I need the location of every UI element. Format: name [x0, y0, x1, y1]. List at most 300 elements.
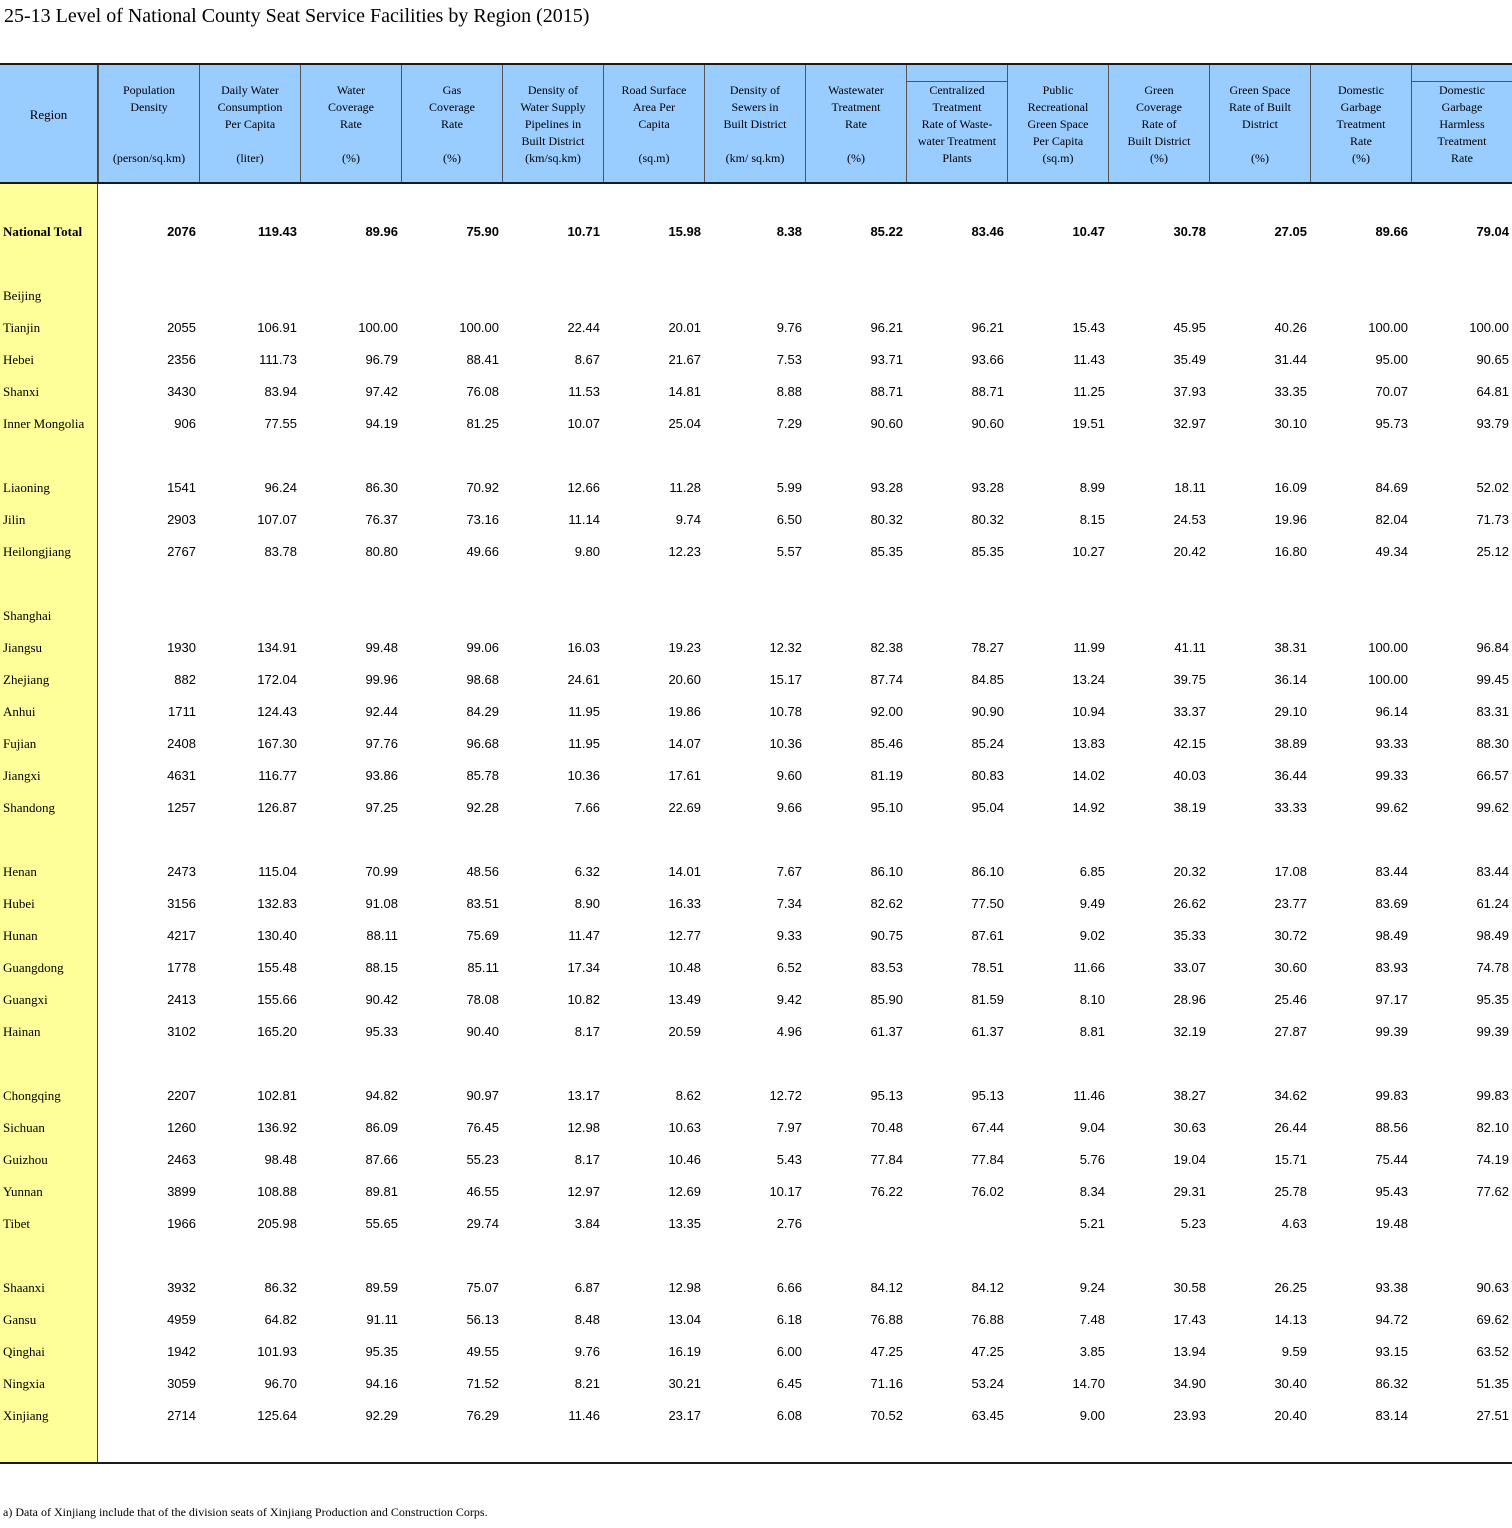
table-cell: 47.25: [870, 1344, 903, 1359]
table-cell: 90.63: [1476, 1280, 1509, 1295]
table-cell: 99.45: [1476, 672, 1509, 687]
table-cell: 70.48: [870, 1120, 903, 1135]
table-row: [0, 1374, 1512, 1394]
table-cell: 78.27: [971, 640, 1004, 655]
table-cell: 18.11: [1174, 480, 1206, 495]
table-cell: 16.33: [668, 896, 701, 911]
table-cell: 95.04: [971, 800, 1004, 815]
table-cell: 85.35: [971, 544, 1004, 559]
column-header-label-line: Harmless: [1439, 117, 1485, 131]
table-row: [0, 1278, 1512, 1298]
column-header-label-line: Daily Water: [221, 83, 279, 97]
region-name: Qinghai: [3, 1344, 45, 1359]
table-cell: 2207: [167, 1088, 196, 1103]
table-cell: 93.66: [971, 352, 1004, 367]
table-cell: 84.12: [971, 1280, 1004, 1295]
column-header-unit: (person/sq.km): [112, 151, 186, 165]
table-cell: 78.51: [971, 960, 1004, 975]
table-cell: 39.75: [1173, 672, 1206, 687]
column-header-unit: (km/ sq.km): [725, 151, 785, 165]
table-row: [0, 638, 1512, 658]
table-cell: 77.84: [870, 1152, 903, 1167]
table-cell: 73.16: [466, 512, 499, 527]
table-cell: 20.40: [1274, 1408, 1307, 1423]
table-cell: 94.19: [365, 416, 398, 431]
table-cell: 17.43: [1173, 1312, 1206, 1327]
column-header-label: [503, 82, 603, 150]
table-cell: 25.78: [1274, 1184, 1307, 1199]
table-cell: 46.55: [466, 1184, 499, 1199]
table-cell: 51.35: [1476, 1376, 1509, 1391]
table-cell: 97.76: [365, 736, 398, 751]
table-cell: 85.11: [467, 960, 499, 975]
table-cell: 1711: [168, 704, 196, 719]
table-cell: 7.34: [776, 896, 802, 911]
column-header-label-line: Per Capita: [224, 117, 276, 131]
table-cell: 55.23: [466, 1152, 499, 1167]
table-cell: 165.20: [257, 1024, 297, 1039]
table-cell: 9.49: [1079, 896, 1105, 911]
table-cell: 4217: [167, 928, 196, 943]
table-cell: 89.96: [365, 224, 398, 239]
column-header-label-line: Sewers in: [731, 100, 779, 114]
table-cell: 2463: [167, 1152, 196, 1167]
region-name: Shandong: [3, 800, 55, 815]
column-header-label-line: Domestic: [1338, 83, 1384, 97]
table-cell: 9.42: [776, 992, 802, 1007]
column-header-label-line: Area Per: [632, 100, 676, 114]
table-cell: 77.55: [264, 416, 297, 431]
table-cell: 100.00: [459, 320, 499, 335]
column-header-label: [1412, 82, 1512, 167]
table-cell: 12.32: [769, 640, 802, 655]
column-header-label-line: Capita: [638, 117, 670, 131]
table-cell: 9.66: [776, 800, 802, 815]
table-cell: 100.00: [1368, 640, 1408, 655]
column-header-label: [1311, 82, 1411, 150]
table-cell: 38.27: [1173, 1088, 1206, 1103]
table-cell: 75.07: [466, 1280, 499, 1295]
table-cell: 10.17: [769, 1184, 802, 1199]
table-cell: 6.18: [776, 1312, 802, 1327]
column-header-label: [200, 82, 300, 133]
table-cell: 11.28: [669, 480, 701, 495]
table-cell: 33.33: [1274, 800, 1307, 815]
region-name: Fujian: [3, 736, 37, 751]
table-cell: 99.83: [1375, 1088, 1408, 1103]
region-name: Tianjin: [3, 320, 41, 335]
column-header-label: [1008, 82, 1108, 150]
table-cell: 9.33: [776, 928, 802, 943]
table-cell: 15.71: [1274, 1152, 1307, 1167]
table-cell: 12.77: [668, 928, 701, 943]
column-header-label-line: Treatment: [1437, 134, 1487, 148]
table-cell: 94.82: [365, 1088, 398, 1103]
region-name: Jilin: [3, 512, 26, 527]
table-cell: 26.44: [1274, 1120, 1307, 1135]
column-header-label-line: Pipelines in: [524, 117, 582, 131]
column-header-label-line: Coverage: [328, 100, 374, 114]
column-header-unit: (%): [1352, 151, 1370, 165]
column-header-label: [402, 82, 502, 133]
column-header-label-line: Green Space: [1027, 117, 1089, 131]
table-cell: 75.90: [466, 224, 499, 239]
column-header-label-line: Density: [130, 100, 168, 114]
table-cell: 9.80: [574, 544, 600, 559]
table-cell: 8.48: [574, 1312, 600, 1327]
region-name: Sichuan: [3, 1120, 45, 1135]
table-cell: 9.76: [776, 320, 802, 335]
column-header-label-line: Built District: [521, 134, 585, 148]
table-cell: 20.42: [1173, 544, 1206, 559]
table-cell: 71.52: [466, 1376, 499, 1391]
table-cell: 5.99: [776, 480, 802, 495]
table-cell: 31.44: [1274, 352, 1307, 367]
table-cell: 48.56: [466, 864, 499, 879]
table-cell: 7.53: [776, 352, 802, 367]
table-cell: 1541: [167, 480, 196, 495]
region-name: Jiangsu: [3, 640, 42, 655]
column-header-label: [1210, 82, 1310, 133]
table-cell: 99.06: [466, 640, 499, 655]
table-cell: 17.34: [567, 960, 600, 975]
table-cell: 11.46: [568, 1408, 600, 1423]
table-cell: 11.43: [1073, 352, 1105, 367]
table-cell: 25.04: [668, 416, 701, 431]
table-cell: 15.43: [1072, 320, 1105, 335]
table-cell: 3.85: [1079, 1344, 1105, 1359]
region-name: Shanxi: [3, 384, 40, 399]
region-name: Hebei: [3, 352, 35, 367]
table-cell: 14.07: [668, 736, 701, 751]
table-cell: 3156: [167, 896, 196, 911]
region-name: Guangdong: [3, 960, 64, 975]
column-header-label-line: Built District: [1127, 134, 1191, 148]
table-cell: 88.30: [1476, 736, 1509, 751]
column-header-label: [301, 82, 401, 133]
region-name: Tibet: [3, 1216, 30, 1231]
table-cell: 49.34: [1375, 544, 1408, 559]
table-cell: 19.96: [1274, 512, 1307, 527]
table-cell: 49.55: [466, 1344, 499, 1359]
table-cell: 38.89: [1274, 736, 1307, 751]
table-cell: 26.25: [1274, 1280, 1307, 1295]
table-row: [0, 766, 1512, 786]
table-cell: 29.31: [1173, 1184, 1206, 1199]
table-cell: 89.66: [1375, 224, 1408, 239]
table-row: [0, 606, 1512, 626]
table-row: [0, 542, 1512, 562]
column-header-label-line: Centralized: [929, 83, 985, 97]
table-cell: 1257: [167, 800, 196, 815]
table-cell: 96.24: [264, 480, 297, 495]
table-cell: 10.36: [567, 768, 600, 783]
table-cell: 71.16: [870, 1376, 903, 1391]
table-cell: 8.81: [1079, 1024, 1105, 1039]
region-name: Gansu: [3, 1312, 37, 1327]
region-name: Liaoning: [3, 480, 50, 495]
table-cell: 66.57: [1476, 768, 1509, 783]
table-cell: 2473: [167, 864, 196, 879]
table-cell: 79.04: [1476, 224, 1509, 239]
table-cell: 22.69: [668, 800, 701, 815]
table-cell: 85.46: [870, 736, 903, 751]
table-cell: 12.98: [668, 1280, 701, 1295]
table-cell: 80.80: [365, 544, 398, 559]
table-cell: 33.37: [1173, 704, 1206, 719]
table-cell: 4.96: [776, 1024, 802, 1039]
table-cell: 95.10: [870, 800, 903, 815]
column-header-label-line: Density of: [527, 83, 579, 97]
table-cell: 98.68: [466, 672, 499, 687]
table-cell: 26.62: [1173, 896, 1206, 911]
column-header-label-line: Green: [1144, 83, 1174, 97]
table-cell: 97.25: [365, 800, 398, 815]
table-cell: 30.10: [1274, 416, 1307, 431]
column-header-label-line: Density of: [729, 83, 781, 97]
table-cell: 93.28: [870, 480, 903, 495]
table-cell: 1930: [167, 640, 196, 655]
table-cell: 6.08: [776, 1408, 802, 1423]
table-cell: 14.02: [1072, 768, 1105, 783]
region-name: Ningxia: [3, 1376, 45, 1391]
table-cell: 136.92: [257, 1120, 297, 1135]
table-cell: 88.71: [870, 384, 903, 399]
table-cell: 2408: [167, 736, 196, 751]
table-cell: 41.11: [1174, 640, 1206, 655]
table-cell: 95.00: [1375, 352, 1408, 367]
table-cell: 100.00: [1368, 672, 1408, 687]
table-cell: 3430: [167, 384, 196, 399]
table-cell: 7.29: [776, 416, 802, 431]
table-cell: 91.08: [365, 896, 398, 911]
table-row: [0, 1214, 1512, 1234]
table-cell: 21.67: [668, 352, 701, 367]
table-cell: 83.14: [1375, 1408, 1408, 1423]
table-cell: 111.73: [259, 352, 297, 367]
column-header: [805, 65, 906, 182]
table-row: [0, 798, 1512, 818]
table-cell: 99.83: [1476, 1088, 1509, 1103]
table-cell: 17.61: [668, 768, 701, 783]
table-cell: 13.49: [668, 992, 701, 1007]
table-cell: 11.95: [568, 704, 600, 719]
table-cell: 13.83: [1072, 736, 1105, 751]
table-cell: 47.25: [971, 1344, 1004, 1359]
column-header-label-line: Garbage: [1340, 100, 1382, 114]
table-row: [0, 350, 1512, 370]
table-cell: 86.32: [264, 1280, 297, 1295]
table-cell: 40.26: [1274, 320, 1307, 335]
table-bottom-rule: [0, 1462, 1512, 1464]
table-cell: 9.00: [1079, 1408, 1105, 1423]
column-header-label-line: Rate: [1451, 151, 1473, 165]
table-cell: 45.95: [1173, 320, 1206, 335]
table-cell: 23.93: [1173, 1408, 1206, 1423]
table-cell: 14.81: [668, 384, 701, 399]
table-cell: 93.28: [971, 480, 1004, 495]
table-cell: 86.09: [365, 1120, 398, 1135]
table-cell: 84.29: [466, 704, 499, 719]
column-header-label-line: Treatment: [932, 100, 982, 114]
table-cell: 83.44: [1476, 864, 1509, 879]
table-row: [0, 958, 1512, 978]
column-header: [502, 65, 603, 182]
table-cell: 24.61: [567, 672, 600, 687]
table-cell: 16.03: [567, 640, 600, 655]
table-cell: 8.38: [776, 224, 802, 239]
table-cell: 96.68: [466, 736, 499, 751]
table-cell: 20.60: [668, 672, 701, 687]
table-cell: 84.69: [1375, 480, 1408, 495]
table-cell: 80.32: [870, 512, 903, 527]
column-header-label-line: Green Space: [1229, 83, 1291, 97]
table-cell: 93.71: [870, 352, 903, 367]
column-header-unit: (%): [342, 151, 360, 165]
table-cell: 30.63: [1173, 1120, 1206, 1135]
table-cell: 33.07: [1173, 960, 1206, 975]
table-cell: 99.39: [1375, 1024, 1408, 1039]
table-cell: 3932: [167, 1280, 196, 1295]
table-cell: 85.90: [870, 992, 903, 1007]
table-cell: 97.42: [365, 384, 398, 399]
table-cell: 69.62: [1476, 1312, 1509, 1327]
table-cell: 25.12: [1476, 544, 1509, 559]
table-cell: 94.72: [1375, 1312, 1408, 1327]
table-cell: 76.88: [971, 1312, 1004, 1327]
table-cell: 10.46: [668, 1152, 701, 1167]
table-cell: 2767: [167, 544, 196, 559]
table-cell: 119.43: [257, 224, 297, 239]
table-cell: 2055: [167, 320, 196, 335]
column-header: [1108, 65, 1209, 182]
column-header-label-line: Rate: [1350, 134, 1372, 148]
table-cell: 99.62: [1476, 800, 1509, 815]
column-header-label: [604, 82, 704, 133]
table-cell: 92.29: [365, 1408, 398, 1423]
table-cell: 61.24: [1476, 896, 1509, 911]
region-name: Anhui: [3, 704, 36, 719]
column-header: [300, 65, 401, 182]
table-cell: 76.37: [365, 512, 398, 527]
table-cell: 87.66: [365, 1152, 398, 1167]
table-cell: 132.83: [257, 896, 297, 911]
column-header: [199, 65, 300, 182]
table-cell: 10.78: [769, 704, 802, 719]
table-cell: 35.33: [1173, 928, 1206, 943]
table-cell: 70.92: [466, 480, 499, 495]
table-cell: 95.43: [1375, 1184, 1408, 1199]
table-cell: 28.96: [1173, 992, 1206, 1007]
table-cell: 34.62: [1274, 1088, 1307, 1103]
column-header-label: [806, 82, 906, 133]
column-header-label-line: Wastewater: [828, 83, 884, 97]
column-header-unit: (sq.m): [1042, 151, 1074, 165]
table-cell: 96.21: [870, 320, 903, 335]
column-header-label-line: Built District: [723, 117, 787, 131]
table-cell: 8.67: [574, 352, 600, 367]
table-cell: 19.48: [1375, 1216, 1408, 1231]
table-cell: 27.05: [1274, 224, 1307, 239]
table-row: [0, 734, 1512, 754]
table-cell: 95.33: [365, 1024, 398, 1039]
table-cell: 6.45: [776, 1376, 802, 1391]
table-cell: 3102: [167, 1024, 196, 1039]
table-cell: 2413: [167, 992, 196, 1007]
table-row: [0, 222, 1512, 242]
table-cell: 95.35: [365, 1344, 398, 1359]
table-row: [0, 1406, 1512, 1426]
page-title: 25-13 Level of National County Seat Service Facilities by Region (2015): [4, 5, 590, 27]
table-cell: 86.10: [870, 864, 903, 879]
column-header-label-line: Gas: [442, 83, 462, 97]
table-cell: 76.02: [971, 1184, 1004, 1199]
table-cell: 38.31: [1274, 640, 1307, 655]
column-header-label-line: Rate: [340, 117, 362, 131]
table-cell: 84.85: [971, 672, 1004, 687]
table-cell: 13.94: [1173, 1344, 1206, 1359]
table-cell: 80.32: [971, 512, 1004, 527]
table-cell: 8.90: [574, 896, 600, 911]
table-cell: 3.84: [574, 1216, 600, 1231]
table-cell: 84.12: [870, 1280, 903, 1295]
table-row: [0, 1310, 1512, 1330]
region-name: Chongqing: [3, 1088, 61, 1103]
table-cell: 6.32: [574, 864, 600, 879]
table-cell: 10.48: [668, 960, 701, 975]
table-cell: 8.21: [574, 1376, 600, 1391]
table-cell: 80.83: [971, 768, 1004, 783]
table-cell: 10.71: [567, 224, 600, 239]
table-row: [0, 318, 1512, 338]
table-cell: 8.10: [1079, 992, 1105, 1007]
table-cell: 1778: [167, 960, 196, 975]
table-cell: 11.46: [1073, 1088, 1105, 1103]
table-cell: 101.93: [257, 1344, 297, 1359]
table-cell: 77.84: [971, 1152, 1004, 1167]
column-header-label-line: Rate: [845, 117, 867, 131]
table-cell: 67.44: [971, 1120, 1004, 1135]
table-cell: 14.01: [668, 864, 701, 879]
table-cell: 87.61: [971, 928, 1004, 943]
region-header: [0, 65, 97, 182]
table-cell: 14.13: [1274, 1312, 1307, 1327]
table-cell: 94.16: [365, 1376, 398, 1391]
table-cell: 90.65: [1476, 352, 1509, 367]
column-header: [704, 65, 805, 182]
table-cell: 93.33: [1375, 736, 1408, 751]
table-cell: 76.29: [466, 1408, 499, 1423]
table-cell: 33.35: [1274, 384, 1307, 399]
table-row: [0, 478, 1512, 498]
table-row: [0, 862, 1512, 882]
table-cell: 6.52: [776, 960, 802, 975]
table-cell: 155.48: [257, 960, 297, 975]
table-cell: 16.19: [668, 1344, 701, 1359]
table-cell: 38.19: [1173, 800, 1206, 815]
column-header: [401, 65, 502, 182]
column-header-label-line: Water Supply: [520, 100, 586, 114]
table-cell: 40.03: [1173, 768, 1206, 783]
column-header-label-line: Rate of Built: [1229, 100, 1291, 114]
table-cell: 99.48: [365, 640, 398, 655]
table-cell: 85.78: [466, 768, 499, 783]
column-header: [1007, 65, 1108, 182]
table-cell: 3059: [167, 1376, 196, 1391]
table-cell: 4959: [167, 1312, 196, 1327]
table-row: [0, 510, 1512, 530]
table-cell: 97.17: [1375, 992, 1408, 1007]
